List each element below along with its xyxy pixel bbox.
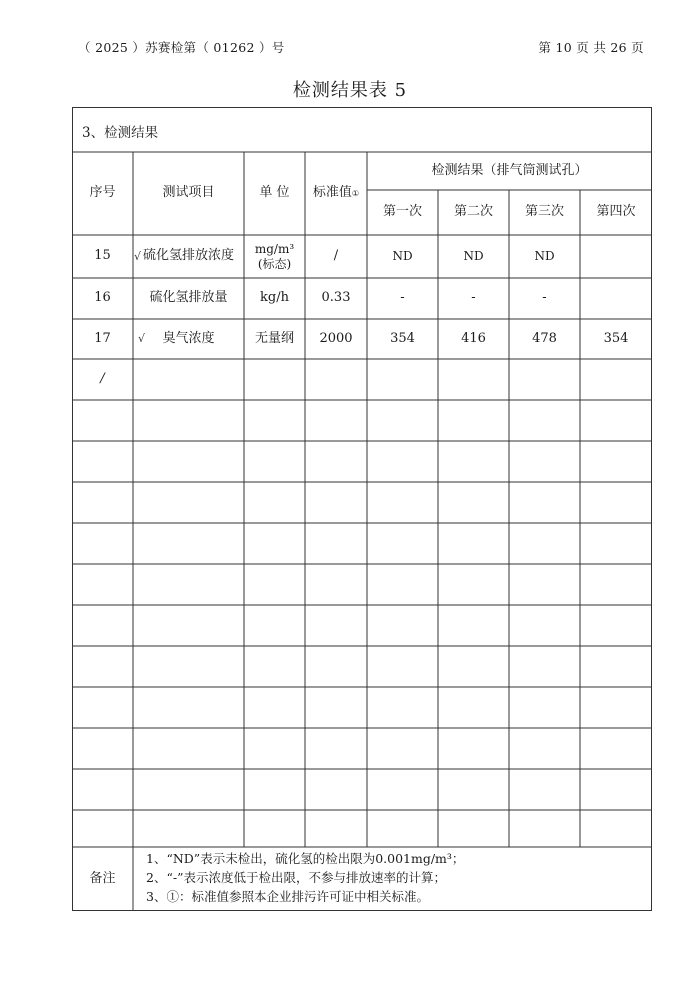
row-seq: 16 — [94, 290, 111, 306]
row-run-1: - — [400, 290, 405, 306]
row-unit-line2: (标态) — [257, 256, 292, 271]
row-unit — [244, 235, 305, 278]
note-line: 1、“ND”表示未检出，硫化氢的检出限为0.001mg/m³； — [146, 851, 465, 866]
row-seq: 15 — [94, 248, 111, 264]
row-run-2: 416 — [461, 330, 486, 346]
results-table — [72, 107, 652, 911]
row-run-4 — [580, 278, 652, 319]
header-item: 测试项目 — [162, 185, 215, 201]
page-indicator: 第 10 页 共 26 页 — [538, 40, 644, 55]
check-mark: √ — [138, 332, 146, 345]
row-run-3: ND — [534, 249, 555, 263]
row-unit-line1: mg/m³ — [254, 241, 295, 256]
header-run-4: 第四次 — [596, 204, 636, 220]
section-title: 3、检测结果 — [82, 125, 159, 141]
header-run-2: 第二次 — [453, 204, 493, 220]
row-seq: / — [100, 371, 105, 387]
row-run-1: 354 — [390, 330, 415, 346]
row-run-2: ND — [463, 249, 484, 263]
notes-label: 备注 — [89, 870, 116, 886]
row-item: 硫化氢排放量 — [149, 290, 228, 306]
check-mark: √ — [134, 250, 142, 263]
row-run-3: 478 — [532, 330, 557, 346]
note-line: 3、①：标准值参照本企业排污许可证中相关标准。 — [146, 889, 429, 904]
page-title: 检测结果表 5 — [292, 80, 408, 101]
header-standard-label: 标准值 — [312, 185, 352, 201]
note-line: 2、“-”表示浓度低于检出限，不参与排放速率的计算； — [146, 870, 446, 885]
header-seq: 序号 — [89, 185, 116, 201]
header-standard — [305, 152, 367, 235]
row-run-1: ND — [392, 249, 413, 263]
standard-footnote-marker: ① — [351, 188, 360, 198]
row-run-2: - — [471, 290, 476, 306]
row-run-4 — [580, 235, 652, 278]
header-run-1: 第一次 — [382, 204, 422, 220]
row-standard: 0.33 — [321, 290, 351, 306]
row-seq: 17 — [94, 330, 111, 346]
row-unit: 无量纲 — [254, 330, 294, 346]
row-unit: kg/h — [260, 290, 289, 306]
row-run-3: - — [542, 290, 547, 306]
header-unit: 单 位 — [259, 185, 290, 201]
header-result-group: 检测结果（排气筒测试孔） — [431, 162, 588, 178]
row-standard: / — [333, 248, 339, 264]
row-run-4: 354 — [603, 330, 629, 346]
header-run-3: 第三次 — [524, 204, 564, 220]
row-item: 臭气浓度 — [162, 330, 215, 346]
report-number: （ 2025 ）苏赛检第（ 01262 ）号 — [78, 40, 285, 55]
row-standard: 2000 — [319, 330, 353, 346]
row-item: 硫化氢排放浓度 — [142, 248, 234, 264]
